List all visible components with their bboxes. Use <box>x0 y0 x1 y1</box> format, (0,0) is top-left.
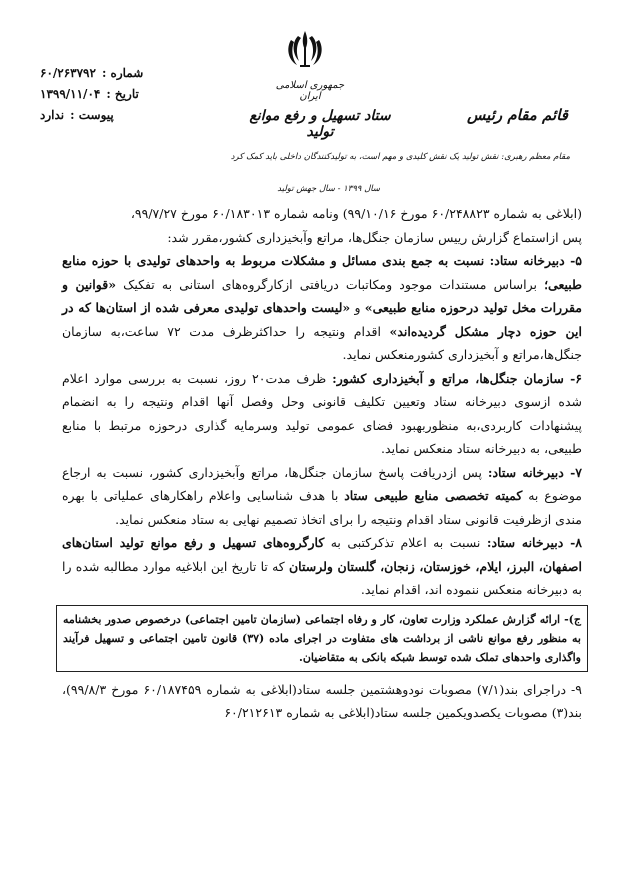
item-7-head: ۷- دبیرخانه ستاد: <box>487 464 582 480</box>
attachment-row <box>40 104 195 125</box>
item-8-text-2: که تا تاریخ این ابلاغیه موارد مطالبه شده را به دبیرخانه منعکس ننموده اند، اقدام نماید. <box>62 558 582 597</box>
item-5-text-2: و <box>354 300 361 315</box>
item-5-bold-2: «لیست واحدهای تولیدی معرفی شده از استان‌ها که در این حوزه دچار مشکل گردیده‌اند» <box>62 300 582 339</box>
item-7 <box>62 461 582 532</box>
number-label: شماره : <box>101 65 144 80</box>
letter-meta <box>40 62 195 125</box>
item-8-head: ۸- دبیرخانه ستاد: <box>486 535 583 550</box>
item-7-text-2: با هدف شناسایی واعلام راهکارهای عملیاتی با بهره مندی ازظرفیت قانونی ستاد اقدام ونتیجه را برای اتخاذ تصمیم نهایی به ستاد منعکس نماید. <box>62 488 582 527</box>
item-8-text-1: نسبت به اعلام تذکرکتبی به <box>330 535 481 550</box>
letter-body <box>62 202 582 725</box>
item-5 <box>62 249 582 367</box>
item-6-head: ۶- سازمان جنگل‌ها، مراتع و آبخیزداری کشور: <box>332 370 582 386</box>
item-9: ۹- دراجرای بند(۷/۱) مصوبات نودوهشتمین جلسه ستاد(ابلاغی به شماره ۶۰/۱۸۷۴۵۹ مورخ ۹۹/۸/۳)، بند(۳) مصوبات یکصدویکمین جلسه ستاد(ابلاغی به شماره ۶۰/۲۱۲۶۱۳ <box>62 681 582 720</box>
date-label: تاریخ : <box>106 86 139 101</box>
intro-line-2: پس ازاستماع گزارش رییس سازمان جنگل‌ها، مراتع وآبخیزداری کشور،مقرر شد: <box>167 229 582 245</box>
item-5-head: ۵- دبیرخانه ستاد: نسبت به جمع بندی مسائل و مشکلات مربوط به واحدهای تولیدی با حوزه منابع طبیعی؛ <box>62 253 582 292</box>
attachment-value: ندارد <box>40 107 65 122</box>
item-5-text-3: اقدام ونتیجه را حداکثرظرف مدت ۷۲ ساعت،به سازمان جنگل‌ها،مراتع و آبخیزداری کشورمنعکس نماید. <box>62 323 582 362</box>
item-6-text: ظرف مدت۲۰ روز، نسبت به بررسی موارد اعلام شده ازسوی دبیرخانه ستاد وتعیین تکلیف قانونی وحل وفصل آنها اقدام ونتیجه را به انضمام پیشنهادات کاربردی،به منظوربهبود فضای عمومی تولید وسرمایه گذاری درحوزه مرتبط با منابع طبیعی، به دبیرخانه ستاد منعکس نماید. <box>62 370 582 456</box>
intro-line: (ابلاغی به شماره ۶۰/۲۴۸۸۲۳ مورخ ۹۹/۱۰/۱۶) ونامه شماره ۶۰/۱۸۳۰۱۳ مورخ ۹۹/۷/۲۷، <box>130 206 582 221</box>
item-7-bold: کمیته تخصصی منابع طبیعی ستاد <box>344 488 523 503</box>
item-5-text-1: براساس مستندات موجود ومکاتبات دریافتی ازکارگروه‌های استانی به تفکیک <box>123 276 537 292</box>
attachment-label: پیوست : <box>70 107 114 122</box>
item-7-text-1: پس ازدریافت پاسخ سازمان جنگل‌ها، مراتع وآبخیزداری کشور، نسبت به ارجاع موضوع به <box>62 464 582 503</box>
item-5-bold-1: «قوانین و مقررات مخل تولید درحوزه منابع طبیعی» <box>62 276 583 315</box>
leader-motto: مقام معظم رهبری: نقش تولید یک نقش کلیدی و مهم است، به تولیدکنندگان داخلی باید کمک کرد <box>230 152 570 162</box>
republic-title: جمهوری اسلامی ایران <box>275 80 345 102</box>
number-value: ۶۰/۲۶۳۷۹۲ <box>40 65 96 80</box>
year-motto: سال ۱۳۹۹ - سال جهش تولید <box>277 184 380 194</box>
item-6 <box>62 367 582 461</box>
item-8-bold: کارگروه‌های تسهیل و رفع موانع تولید استان‌های اصفهان، البرز، ایلام، خوزستان، زنجان، گلستان ولرستان <box>62 535 582 574</box>
headquarters-title: ستاد تسهیل و رفع موانع تولید <box>249 108 391 140</box>
date-value: ۱۳۹۹/۱۱/۰۴ <box>40 86 101 101</box>
iran-emblem-icon <box>285 28 325 70</box>
boxed-agenda-item: ج)- ارائه گزارش عملکرد وزارت تعاون، کار و رفاه اجتماعی (سازمان تامین اجتماعی) درخصوص صدور بخشنامه به منظور رفع موانع ناشی از برداشت های متفاوت در اجرای ماده (۳۷) قانون تامین اجتماعی و تسهیل فرآیند واگذاری واحدهای تملک شده توسط شبکه بانکی به متقاضیان. <box>56 605 588 672</box>
number-row <box>40 62 195 83</box>
date-row <box>40 83 195 104</box>
deputy-title: قائم مقام رئیس <box>467 106 568 124</box>
item-8 <box>62 531 582 602</box>
